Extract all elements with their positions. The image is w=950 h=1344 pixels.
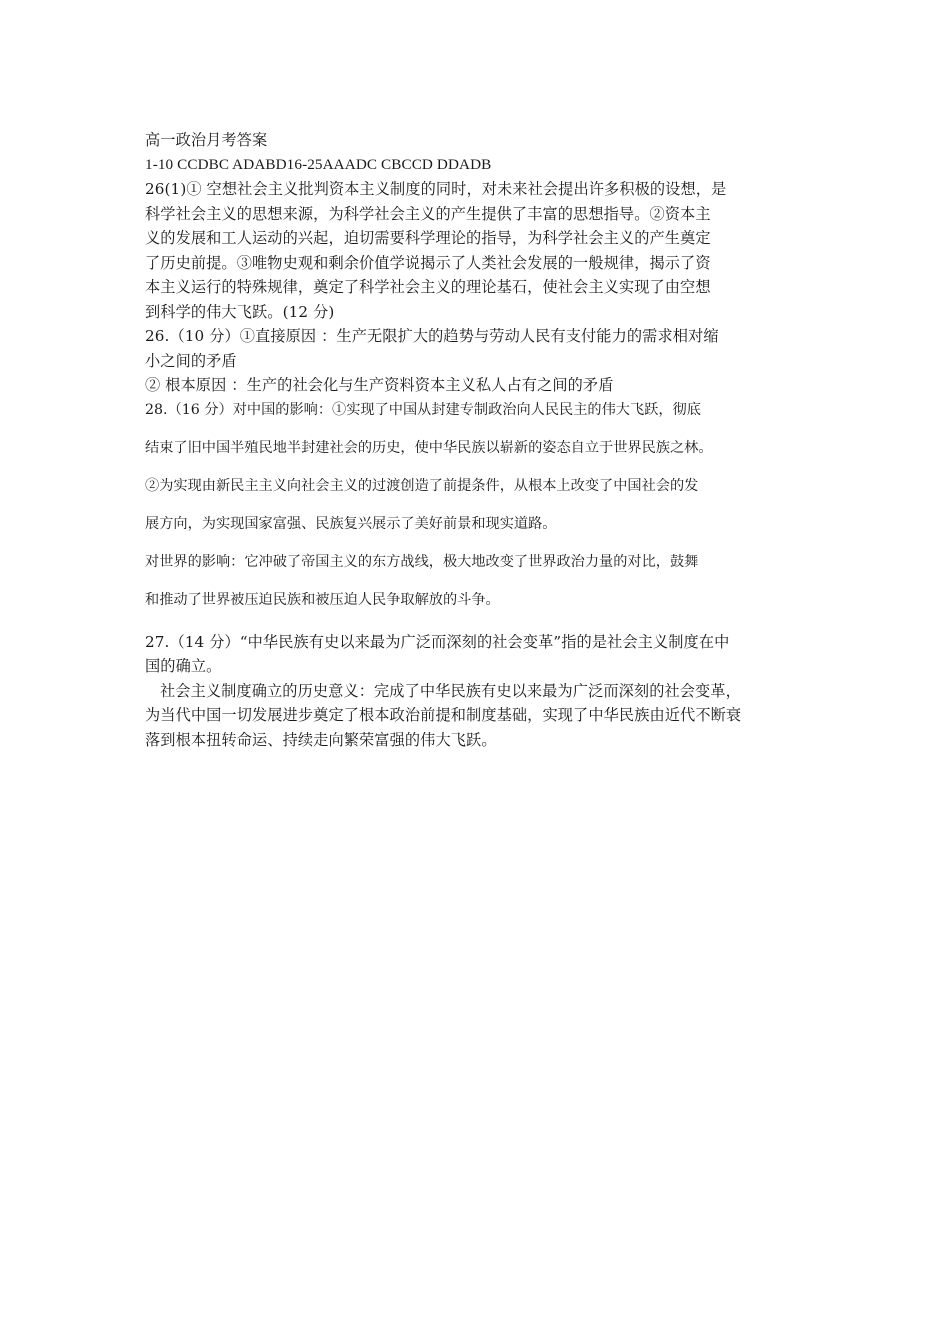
- q26-2-line: 小之间的矛盾: [145, 351, 237, 370]
- q26-1-line: 本主义运行的特殊规律，奠定了科学社会主义的理论基石，使社会主义实现了由空想: [145, 278, 711, 296]
- q28-line: 28.（16 分）对中国的影响：①实现了中国从封建专制政治向人民民主的伟大飞跃，彻底: [145, 401, 701, 418]
- answer-document: [145, 128, 810, 752]
- q27-answer: [145, 630, 810, 753]
- q27-line: 社会主义制度确立的历史意义：完成了中华民族有史以来最为广泛而深刻的社会变革，: [160, 681, 741, 700]
- q28-line: 结束了旧中国半殖民地半封建社会的历史，使中华民族以崭新的姿态自立于世界民族之林。: [145, 439, 713, 456]
- q26-part1: [145, 177, 810, 324]
- q26-1-line: 义的发展和工人运动的兴起，迫切需要科学理论的指导，为科学社会主义的产生奠定: [145, 229, 711, 247]
- q27-line: 落到根本扭转命运、持续走向繁荣富强的伟大飞跃。: [145, 730, 497, 749]
- q27-line: 27.（14 分）“中华民族有史以来最为广泛而深刻的社会变革”指的是社会主义制度在中: [145, 632, 730, 651]
- q27-line: 国的确立。: [145, 657, 222, 675]
- choice-answers: 1-10 CCDBC ADABD16-25AAADC CBCCD DDADB: [145, 155, 492, 173]
- q26-2-line: 26.（10 分）①直接原因 ：生产无限扩大的趋势与劳动人民有支付能力的需求相对缩: [145, 327, 719, 345]
- q28-line: 展方向，为实现国家富强、民族复兴展示了美好前景和现实道路。: [145, 515, 557, 532]
- q28-answer: [145, 398, 810, 612]
- q26-part2: [145, 324, 810, 398]
- q27-line: 为当代中国一切发展进步奠定了根本政治前提和制度基础，实现了中华民族由近代不断衰: [145, 706, 742, 724]
- doc-title: 高一政治月考答案: [145, 131, 268, 149]
- q28-line: ②为实现由新民主主义向社会主义的过渡创造了前提条件，从根本上改变了中国社会的发: [145, 477, 699, 494]
- q26-2-line: ② 根本原因 ：生产的社会化与生产资料资本主义私人占有之间的矛盾: [145, 376, 614, 394]
- q26-1-line: 科学社会主义的思想来源，为科学社会主义的产生提供了丰富的思想指导。②资本主: [145, 204, 711, 223]
- q28-line: 对世界的影响：它冲破了帝国主义的东方战线，极大地改变了世界政治力量的对比，鼓舞: [145, 553, 699, 570]
- q26-1-line: 了历史前提。③唯物史观和剩余价值学说揭示了人类社会发展的一般规律，揭示了资: [145, 253, 711, 272]
- q26-1-line: 26(1)① 空想社会主义批判资本主义制度的同时，对未来社会提出许多积极的设想，是: [145, 180, 727, 198]
- q26-1-line: 到科学的伟大飞跃。(12 分): [145, 302, 335, 321]
- q28-line: 和推动了世界被压迫民族和被压迫人民争取解放的斗争。: [145, 591, 500, 608]
